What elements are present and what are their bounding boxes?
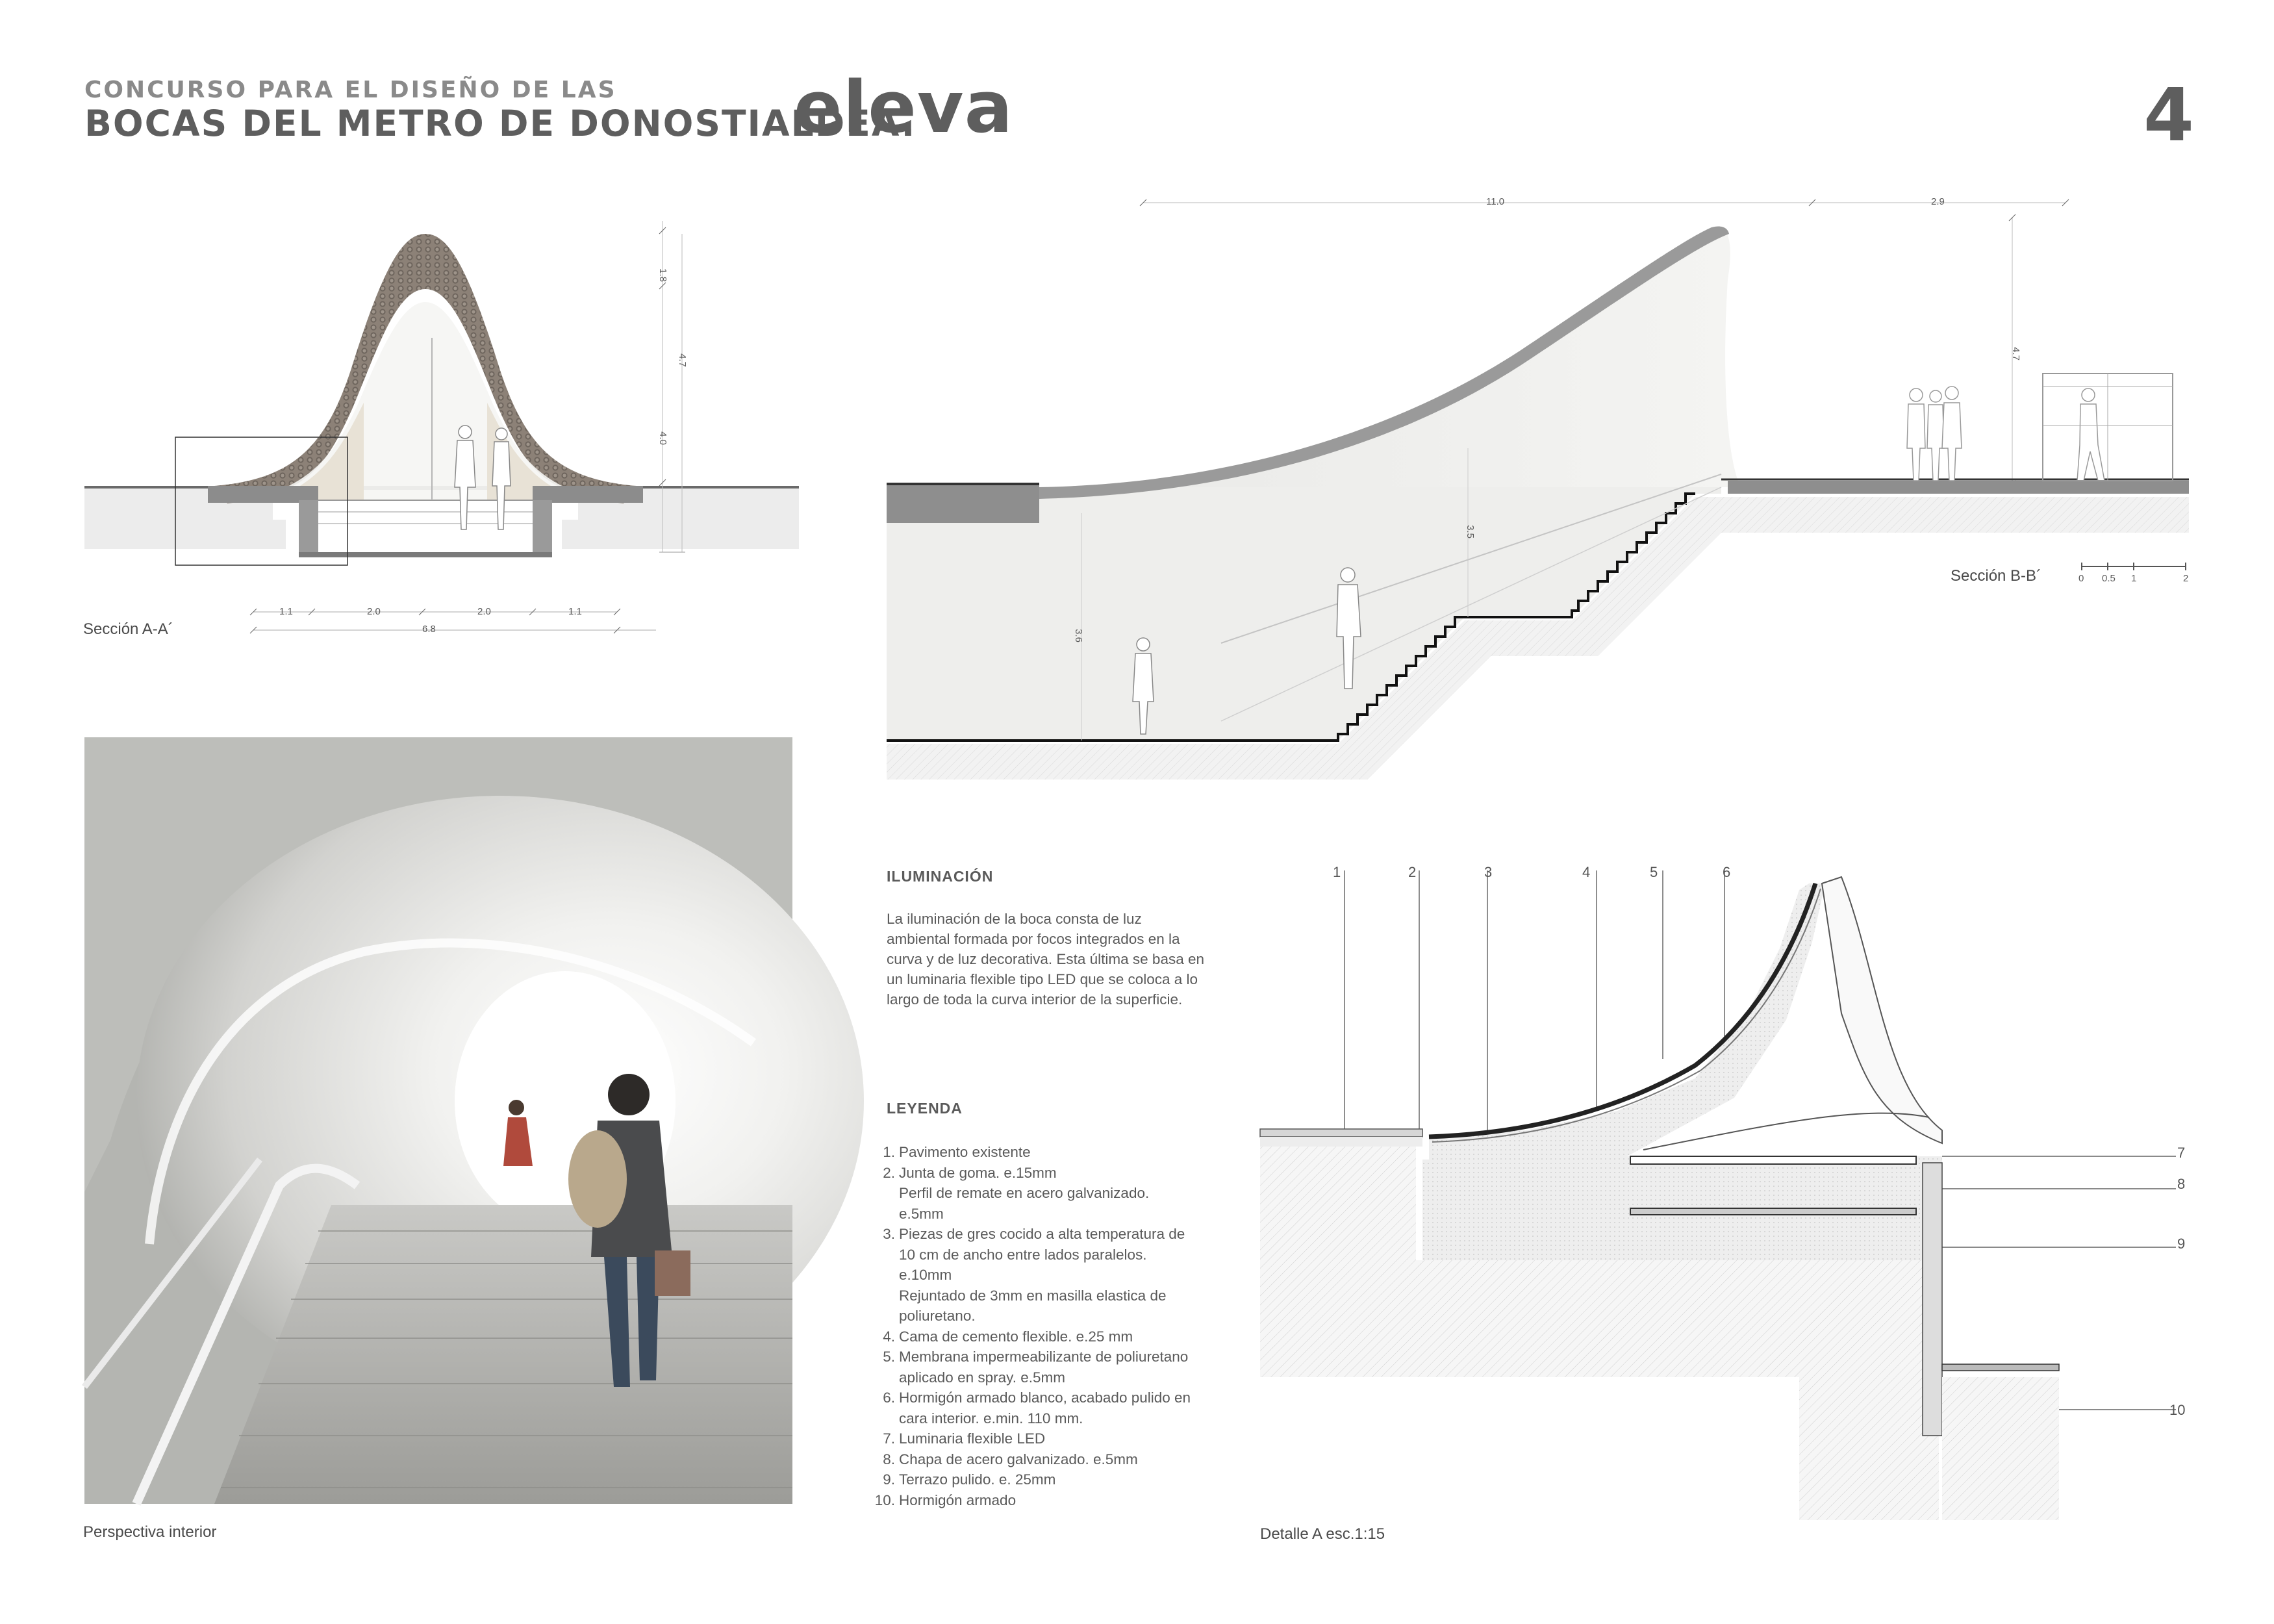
legend-item: 1. Pavimento existente [883,1144,1031,1160]
legend-item: 9. Terrazo pulido. e. 25mm [883,1471,1056,1488]
scale-label-0: 0 [2078,573,2084,584]
detail-callout-9: 9 [2177,1236,2186,1252]
legend-item: 2. Junta de goma. e.15mm Perfil de remate en acero galvanizado. e.5mm [883,1164,1150,1222]
bb-dim-top-1: 11.0 [1486,196,1505,207]
aa-dim-bottom-3: 2.0 [477,606,491,617]
lighting-title: ILUMINACIÓN [887,868,994,885]
aa-dim-bottom-4: 1.1 [568,606,582,617]
canopy-shell [1039,227,1741,487]
detail-callout-10: 10 [2169,1402,2186,1418]
legend-title: LEYENDA [887,1100,963,1117]
detail-callout-8: 8 [2177,1176,2186,1192]
render-caption: Perspectiva interior [83,1523,217,1541]
header-subtitle: CONCURSO PARA EL DISEÑO DE LAS [84,77,617,103]
legend-item: 6. Hormigón armado blanco, acabado pulido en cara interior. e.min. 110 mm. [883,1389,1191,1427]
legend-item: 3. Piezas de gres cocido a alta temperatura de 10 cm de ancho entre lados paralelos. e.10mm Rejuntado de 3mm en masilla elastica de poliuretano. [883,1226,1185,1324]
lighting-body: La iluminación de la boca consta de luz ambiental formada por focos integrados en la curva y de luz decorativa. Esta última se basa en un luminaria flexible tipo LED que se coloca a lo largo de toda la curva interior de la superficie. [887,911,1205,1008]
bb-dim-mid: 3.5 [1464,525,1476,539]
page-number: 4 [2143,73,2194,158]
aa-dim-total: 6.8 [422,624,436,635]
section-aa-drawing [78,214,805,643]
detail-a-drawing [1254,870,2189,1527]
aa-dim-bottom-1: 1.1 [279,606,293,617]
section-aa-caption: Sección A-A´ [83,620,173,638]
section-bb-caption: Sección B-B´ [1951,567,2042,585]
aa-dim-1: 1.8 [657,268,668,282]
detail-callout-6: 6 [1723,864,1731,880]
interior-perspective-render [84,737,792,1504]
legend-item: 8. Chapa de acero galvanizado. e.5mm [883,1451,1138,1467]
section-bb-drawing [883,188,2195,793]
legend-list [873,1142,1198,1510]
detail-callout-4: 4 [1582,864,1591,880]
detail-callout-3: 3 [1484,864,1493,880]
detail-callout-2: 2 [1408,864,1417,880]
bb-dim-top-2: 2.9 [1931,196,1945,207]
scale-label-2: 2 [2183,573,2189,584]
detail-callout-7: 7 [2177,1145,2186,1161]
legend-item: 4. Cama de cemento flexible. e.25 mm [883,1328,1133,1345]
scale-label-1: 1 [2131,573,2137,584]
scale-label-05: 0.5 [2102,573,2116,584]
bb-dim-right: 4.7 [2010,347,2021,361]
detail-callout-5: 5 [1650,864,1658,880]
aa-dim-2: 4.7 [676,353,688,367]
detail-callout-1: 1 [1333,864,1341,880]
legend-item: 7. Luminaria flexible LED [883,1430,1046,1447]
brand-logo: eleva [794,66,1013,149]
legend-item: 5. Membrana impermeabilizante de poliuretano aplicado en spray. e.5mm [883,1349,1189,1386]
detail-caption: Detalle A esc.1:15 [1260,1525,1385,1543]
bb-dim-left: 3.6 [1072,629,1084,642]
aa-dim-bottom-2: 2.0 [367,606,381,617]
aa-dim-3: 4.0 [657,431,668,445]
legend-item: 10. Hormigón armado [874,1491,1017,1508]
header-title: BOCAS DEL METRO DE DONOSTIALDEA. [84,103,916,144]
